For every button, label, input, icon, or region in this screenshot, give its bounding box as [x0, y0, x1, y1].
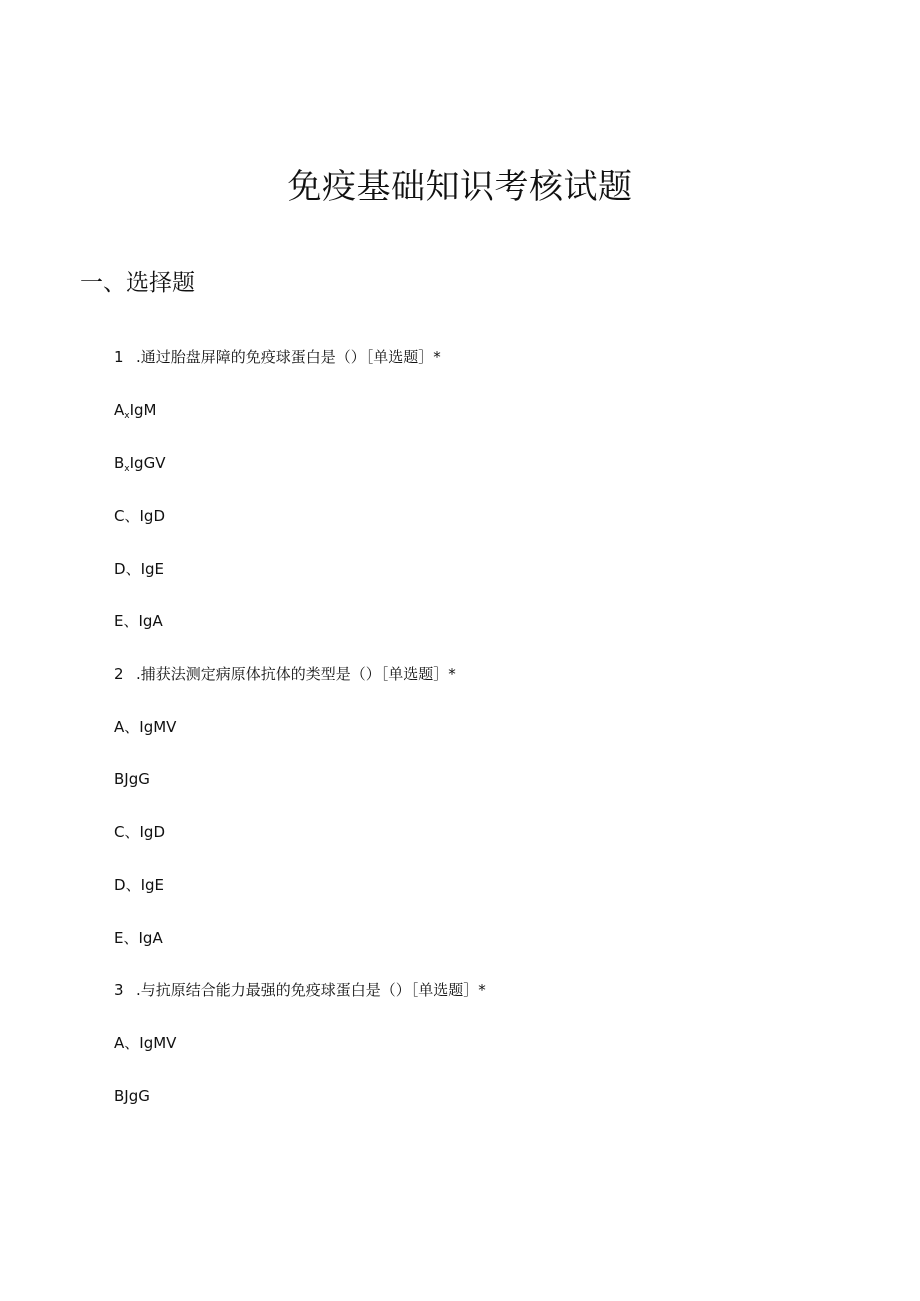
option-letter: A — [114, 718, 125, 736]
option-q2-b — [114, 768, 150, 790]
option-text: IgM — [129, 401, 157, 419]
option-letter: D — [114, 876, 126, 894]
option-letter: B — [114, 770, 125, 788]
question-text: .与抗原结合能力最强的免疫球蛋白是（）［单选题］* — [136, 981, 486, 999]
option-text: IgD — [139, 507, 165, 525]
question-text: .通过胎盘屏障的免疫球蛋白是（）［单选题］* — [136, 348, 441, 366]
question-1 — [114, 346, 441, 368]
option-separator: 、 — [124, 1034, 140, 1052]
option-letter: C — [114, 507, 125, 525]
option-text: IgMV — [139, 1034, 177, 1052]
question-text: .捕获法测定病原体抗体的类型是（）［单选题］* — [136, 665, 456, 683]
option-text: IgMV — [139, 718, 177, 736]
option-q1-c — [114, 505, 165, 527]
option-q1-b — [114, 452, 165, 480]
option-letter: B — [114, 1087, 125, 1105]
question-number: 2 — [114, 665, 124, 683]
option-separator: 、 — [125, 876, 141, 894]
option-text: JgG — [124, 1087, 150, 1105]
option-letter: B — [114, 454, 125, 472]
option-letter: E — [114, 929, 124, 947]
option-text: IgE — [140, 876, 165, 894]
option-q3-a — [114, 1032, 176, 1054]
question-2 — [114, 663, 456, 685]
option-text: IgA — [138, 929, 163, 947]
option-letter: D — [114, 560, 126, 578]
question-number: 1 — [114, 348, 124, 366]
option-q2-c — [114, 821, 165, 843]
option-separator: x — [124, 464, 130, 474]
option-separator: 、 — [124, 507, 140, 525]
document-title: 免疫基础知识考核试题 — [287, 167, 633, 207]
option-letter: E — [114, 612, 124, 630]
option-separator: 、 — [124, 718, 140, 736]
section-heading: 一、选择题 — [80, 270, 195, 296]
option-separator: 、 — [125, 560, 141, 578]
option-text: IgA — [138, 612, 163, 630]
option-q1-e — [114, 610, 163, 632]
question-number: 3 — [114, 981, 124, 999]
option-q3-b — [114, 1085, 150, 1107]
option-text: IgE — [140, 560, 165, 578]
option-separator: x — [124, 411, 130, 421]
question-3 — [114, 979, 486, 1001]
option-q1-d — [114, 558, 164, 580]
option-letter: A — [114, 401, 125, 419]
option-separator: 、 — [123, 612, 139, 630]
option-q2-a — [114, 716, 176, 738]
option-text: IgD — [139, 823, 165, 841]
option-q1-a — [114, 399, 156, 427]
option-text: IgGV — [129, 454, 166, 472]
option-separator: 、 — [124, 823, 140, 841]
option-text: JgG — [124, 770, 150, 788]
option-q2-d — [114, 874, 164, 896]
option-separator: 、 — [123, 929, 139, 947]
option-letter: C — [114, 823, 125, 841]
option-letter: A — [114, 1034, 125, 1052]
option-q2-e — [114, 927, 163, 949]
